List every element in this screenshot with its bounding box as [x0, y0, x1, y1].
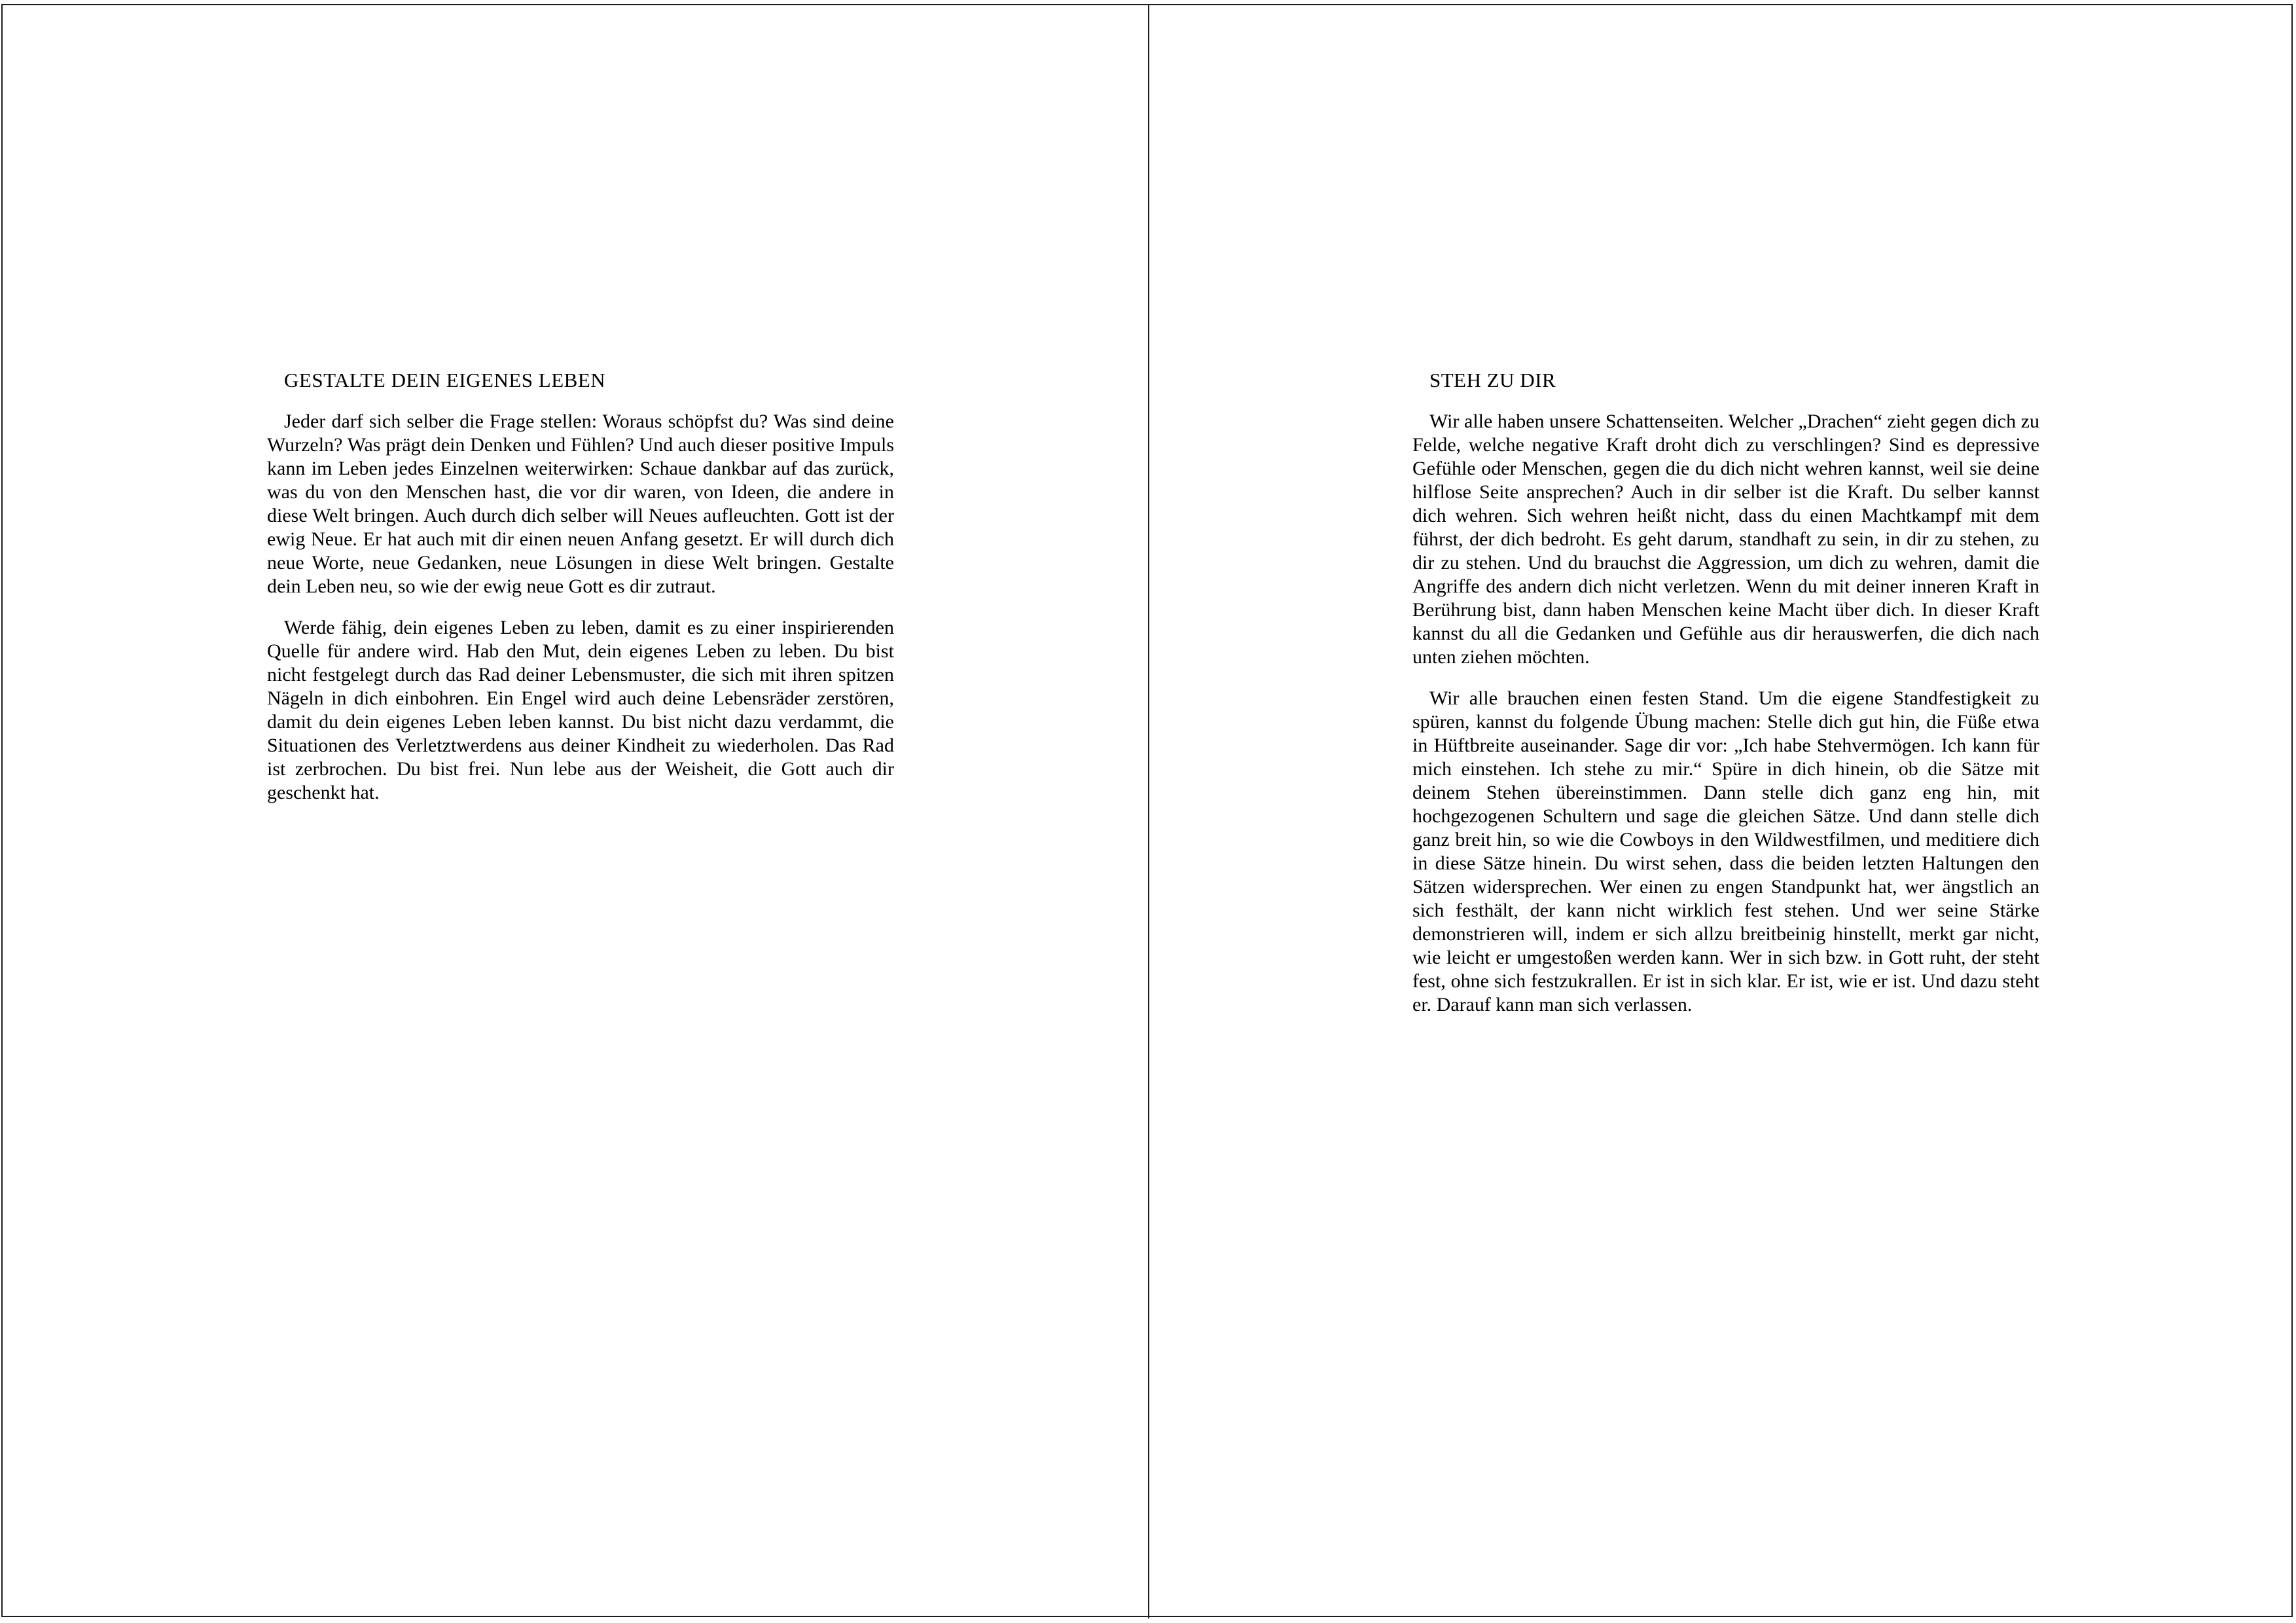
right-page-title: STEH ZU DIR — [1429, 369, 1556, 392]
paragraph: Wir alle haben unsere Schattenseiten. Welcher „Drachen“ zieht gegen dich zu Felde, welche negative Kraft droht dich zu verschlingen? Sind es depressive Gefühle oder Menschen, gegen die du dich nicht wehren kannst, weil sie deine hilflose Seite ansprechen? Auch in dir selber ist die Kraft. Du selber kannst dich wehren. Sich wehren heißt nicht, dass du einen Machtkampf mit dem führst, der dich bedroht. Es geht darum, standhaft zu sein, in dir zu stehen, zu dir zu stehen. Und du brauchst die Aggression, um dich zu wehren, damit die Angriffe des andern dich nicht verletzen. Wenn du mit deiner inneren Kraft in Berührung bist, dann haben Menschen keine Macht über dich. In dieser Kraft kannst du all die Gedanken und Gefühle aus dir herauswerfen, die dich nach unten ziehen möchten. — [1412, 410, 2039, 668]
left-page-title: GESTALTE DEIN EIGENES LEBEN — [284, 369, 606, 392]
paragraph: Wir alle brauchen einen festen Stand. Um die eigene Standfestigkeit zu spüren, kannst du folgende Übung machen: Stelle dich gut hin, die Füße etwa in Hüftbreite auseinander. Sage dir vor: „Ich habe Stehvermögen. Ich kann für mich einstehen. Ich stehe zu mir.“ Spüre in dich hinein, ob die Sätze mit deinem Stehen übereinstimmen. Dann stelle dich ganz eng hin, mit hochgezogenen Schultern und sage die gleichen Sätze. Und dann stelle dich ganz breit hin, so wie die Cowboys in den Wildwestfilmen, und meditiere dich in diese Sätze hinein. Du wirst sehen, dass die beiden letzten Haltungen den Sätzen widersprechen. Wer einen zu engen Standpunkt hat, wer ängstlich an sich festhält, der kann nicht wirklich fest stehen. Und wer seine Stärke demonstrieren will, indem er sich allzu breitbeinig hinstellt, merkt gar nicht, wie leicht er umgestoßen werden kann. Wer in sich bzw. in Gott ruht, der steht fest, ohne sich festzukrallen. Er ist in sich klar. Er ist, wie er ist. Und dazu steht er. Darauf kann man sich verlassen. — [1412, 687, 2039, 1015]
paragraph: Jeder darf sich selber die Frage stellen: Woraus schöpfst du? Was sind deine Wurzeln? Was prägt dein Denken und Fühlen? Und auch dieser positive Impuls kann im Leben jedes Einzelnen weiterwirken: Schaue dankbar auf das zurück, was du von den Menschen hast, die vor dir waren, von Ideen, die andere in diese Welt bringen. Auch durch dich selber will Neues aufleuchten. Gott ist der ewig Neue. Er hat auch mit dir einen neuen Anfang gesetzt. Er will durch dich neue Worte, neue Gedanken, neue Lösungen in diese Welt bringen. Gestalte dein Leben neu, so wie der ewig neue Gott es dir zutraut. — [267, 410, 894, 597]
paragraph: Werde fähig, dein eigenes Leben zu leben, damit es zu einer inspirierenden Quelle für andere wird. Hab den Mut, dein eigenes Leben zu leben. Du bist nicht festgelegt durch das Rad deiner Lebensmuster, die sich mit ihren spitzen Nägeln in dich einbohren. Ein Engel wird auch deine Lebensräder zerstören, damit du dein eigenes Leben leben kannst. Du bist nicht dazu verdammt, die Situationen des Verletztwerdens aus deiner Kindheit zu wiederholen. Das Rad ist zerbrochen. Du bist frei. Nun lebe aus der Weisheit, die Gott auch dir geschenkt hat. — [267, 617, 894, 803]
left-page — [267, 369, 894, 805]
right-page — [1412, 369, 2039, 1017]
page-divider — [1148, 4, 1149, 1618]
